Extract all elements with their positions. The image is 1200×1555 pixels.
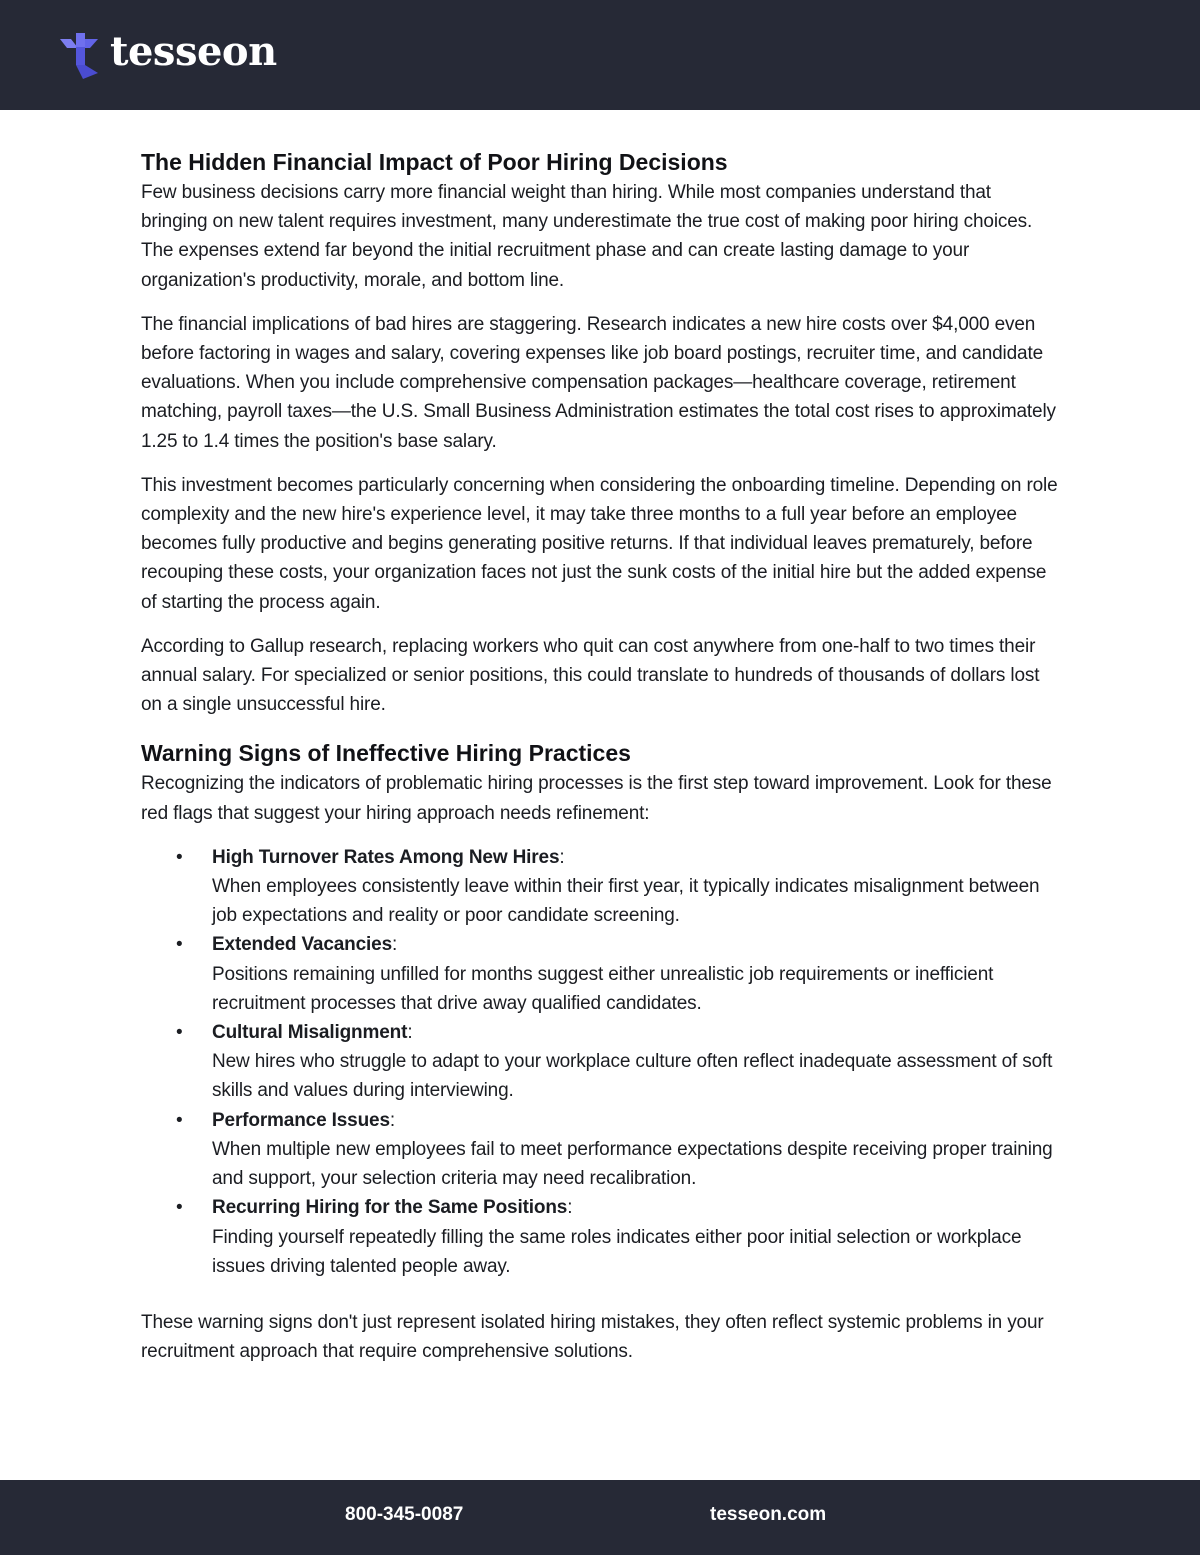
paragraph: According to Gallup research, replacing workers who quit can cost anywhere from one-half to two times their annual salary. For specialized or senior positions, this could translate to hundreds of thousands of dollars lost on a single unsuccessful hire. (141, 635, 1040, 716)
paragraph: The financial implications of bad hires are staggering. Research indicates a new hire costs over $4,000 even before factoring in wages and salary, covering expenses like job board postings, recruiter time, and candidate evaluations. When you include comprehensive compensation packages—healthcare coverage, retirement matching, payroll taxes—the U.S. Small Business Administration estimates the total cost rises to approximately 1.25 to 1.4 times the position's base salary. (141, 313, 1056, 452)
list-item: • Performance Issues: When multiple new employees fail to meet performance expectations despite receiving proper training and support, your selection criteria may need recalibration. (141, 1106, 1061, 1194)
list-item: • Cultural Misalignment: New hires who struggle to adapt to your workplace culture often reflect inadequate assessment of soft skills and values during interviewing. (141, 1018, 1061, 1106)
tesseon-logo[interactable] (58, 28, 277, 80)
section-heading-warning-signs: Warning Signs of Ineffective Hiring Practices (141, 740, 631, 767)
bullet-icon: • (176, 1109, 183, 1131)
list-item-description: New hires who struggle to adapt to your workplace culture often reflect inadequate assessment of soft skills and values during interviewing. (212, 1051, 1053, 1102)
list-item: • Recurring Hiring for the Same Positions: Finding yourself repeatedly filling the same roles indicates either poor initial selection or workplace issues driving talented people away. (141, 1193, 1061, 1281)
paragraph: Recognizing the indicators of problematic hiring processes is the first step toward improvement. Look for these red flags that suggest your hiring approach needs refinement: (141, 773, 1052, 824)
list-item-description: When employees consistently leave within their first year, it typically indicates misalignment between job expectations and reality or poor candidate screening. (212, 876, 1040, 927)
bullet-icon: • (176, 1022, 183, 1044)
closing-paragraph: These warning signs don't just represent isolated hiring mistakes, they often reflect systemic problems in your recruitment approach that require comprehensive solutions. (141, 1311, 1044, 1363)
bullet-icon: • (176, 1197, 183, 1219)
list-item-title: Recurring Hiring for the Same Positions (212, 1197, 568, 1219)
list-item-title: Cultural Misalignment (212, 1022, 408, 1044)
list-item-title: Extended Vacancies (212, 934, 393, 956)
list-item-title: High Turnover Rates Among New Hires (212, 846, 560, 868)
list-item-description: Positions remaining unfilled for months suggest either unrealistic job requirements or inefficient recruitment processes that drive away qualified candidates. (212, 963, 994, 1014)
bullet-icon: • (176, 934, 183, 956)
page-footer (0, 1480, 1200, 1555)
list-item-description: Finding yourself repeatedly filling the same roles indicates either poor initial selection or workplace issues driving talented people away. (212, 1226, 1022, 1277)
logo-wordmark: tesseon (110, 28, 277, 75)
warning-signs-list (141, 843, 1061, 1281)
paragraph: This investment becomes particularly concerning when considering the onboarding timeline. Depending on role complexity and the new hire's experience level, it may take three months to a full year before an employee becomes fully productive and begins generating positive returns. If that individual leaves prematurely, before recouping these costs, your organization faces not just the sunk costs of the initial hire but the added expense of starting the process again. (141, 474, 1058, 613)
tesseon-logo-icon (58, 32, 100, 80)
footer-website-link[interactable]: tesseon.com (710, 1504, 827, 1525)
paragraph: Few business decisions carry more financial weight than hiring. While most companies understand that bringing on new talent requires investment, many underestimate the true cost of making poor hiring choices. The expenses extend far beyond the initial recruitment phase and can create lasting damage to your organization's productivity, morale, and bottom line. (141, 182, 1033, 291)
document-body (141, 146, 1061, 1381)
list-item: • High Turnover Rates Among New Hires: When employees consistently leave within their first year, it typically indicates misalignment between job expectations and reality or poor candidate screening. (141, 843, 1061, 931)
bullet-icon: • (176, 846, 183, 868)
list-item-description: When multiple new employees fail to meet performance expectations despite receiving proper training and support, your selection criteria may need recalibration. (212, 1138, 1053, 1190)
page-header (0, 0, 1200, 110)
section-heading-financial-impact: The Hidden Financial Impact of Poor Hiring Decisions (141, 149, 728, 175)
list-item: • Extended Vacancies: Positions remaining unfilled for months suggest either unrealistic job requirements or inefficient recruitment processes that drive away qualified candidates. (141, 930, 1061, 1018)
footer-phone-link[interactable]: 800-345-0087 (345, 1504, 464, 1525)
list-item-title: Performance Issues (212, 1109, 390, 1131)
